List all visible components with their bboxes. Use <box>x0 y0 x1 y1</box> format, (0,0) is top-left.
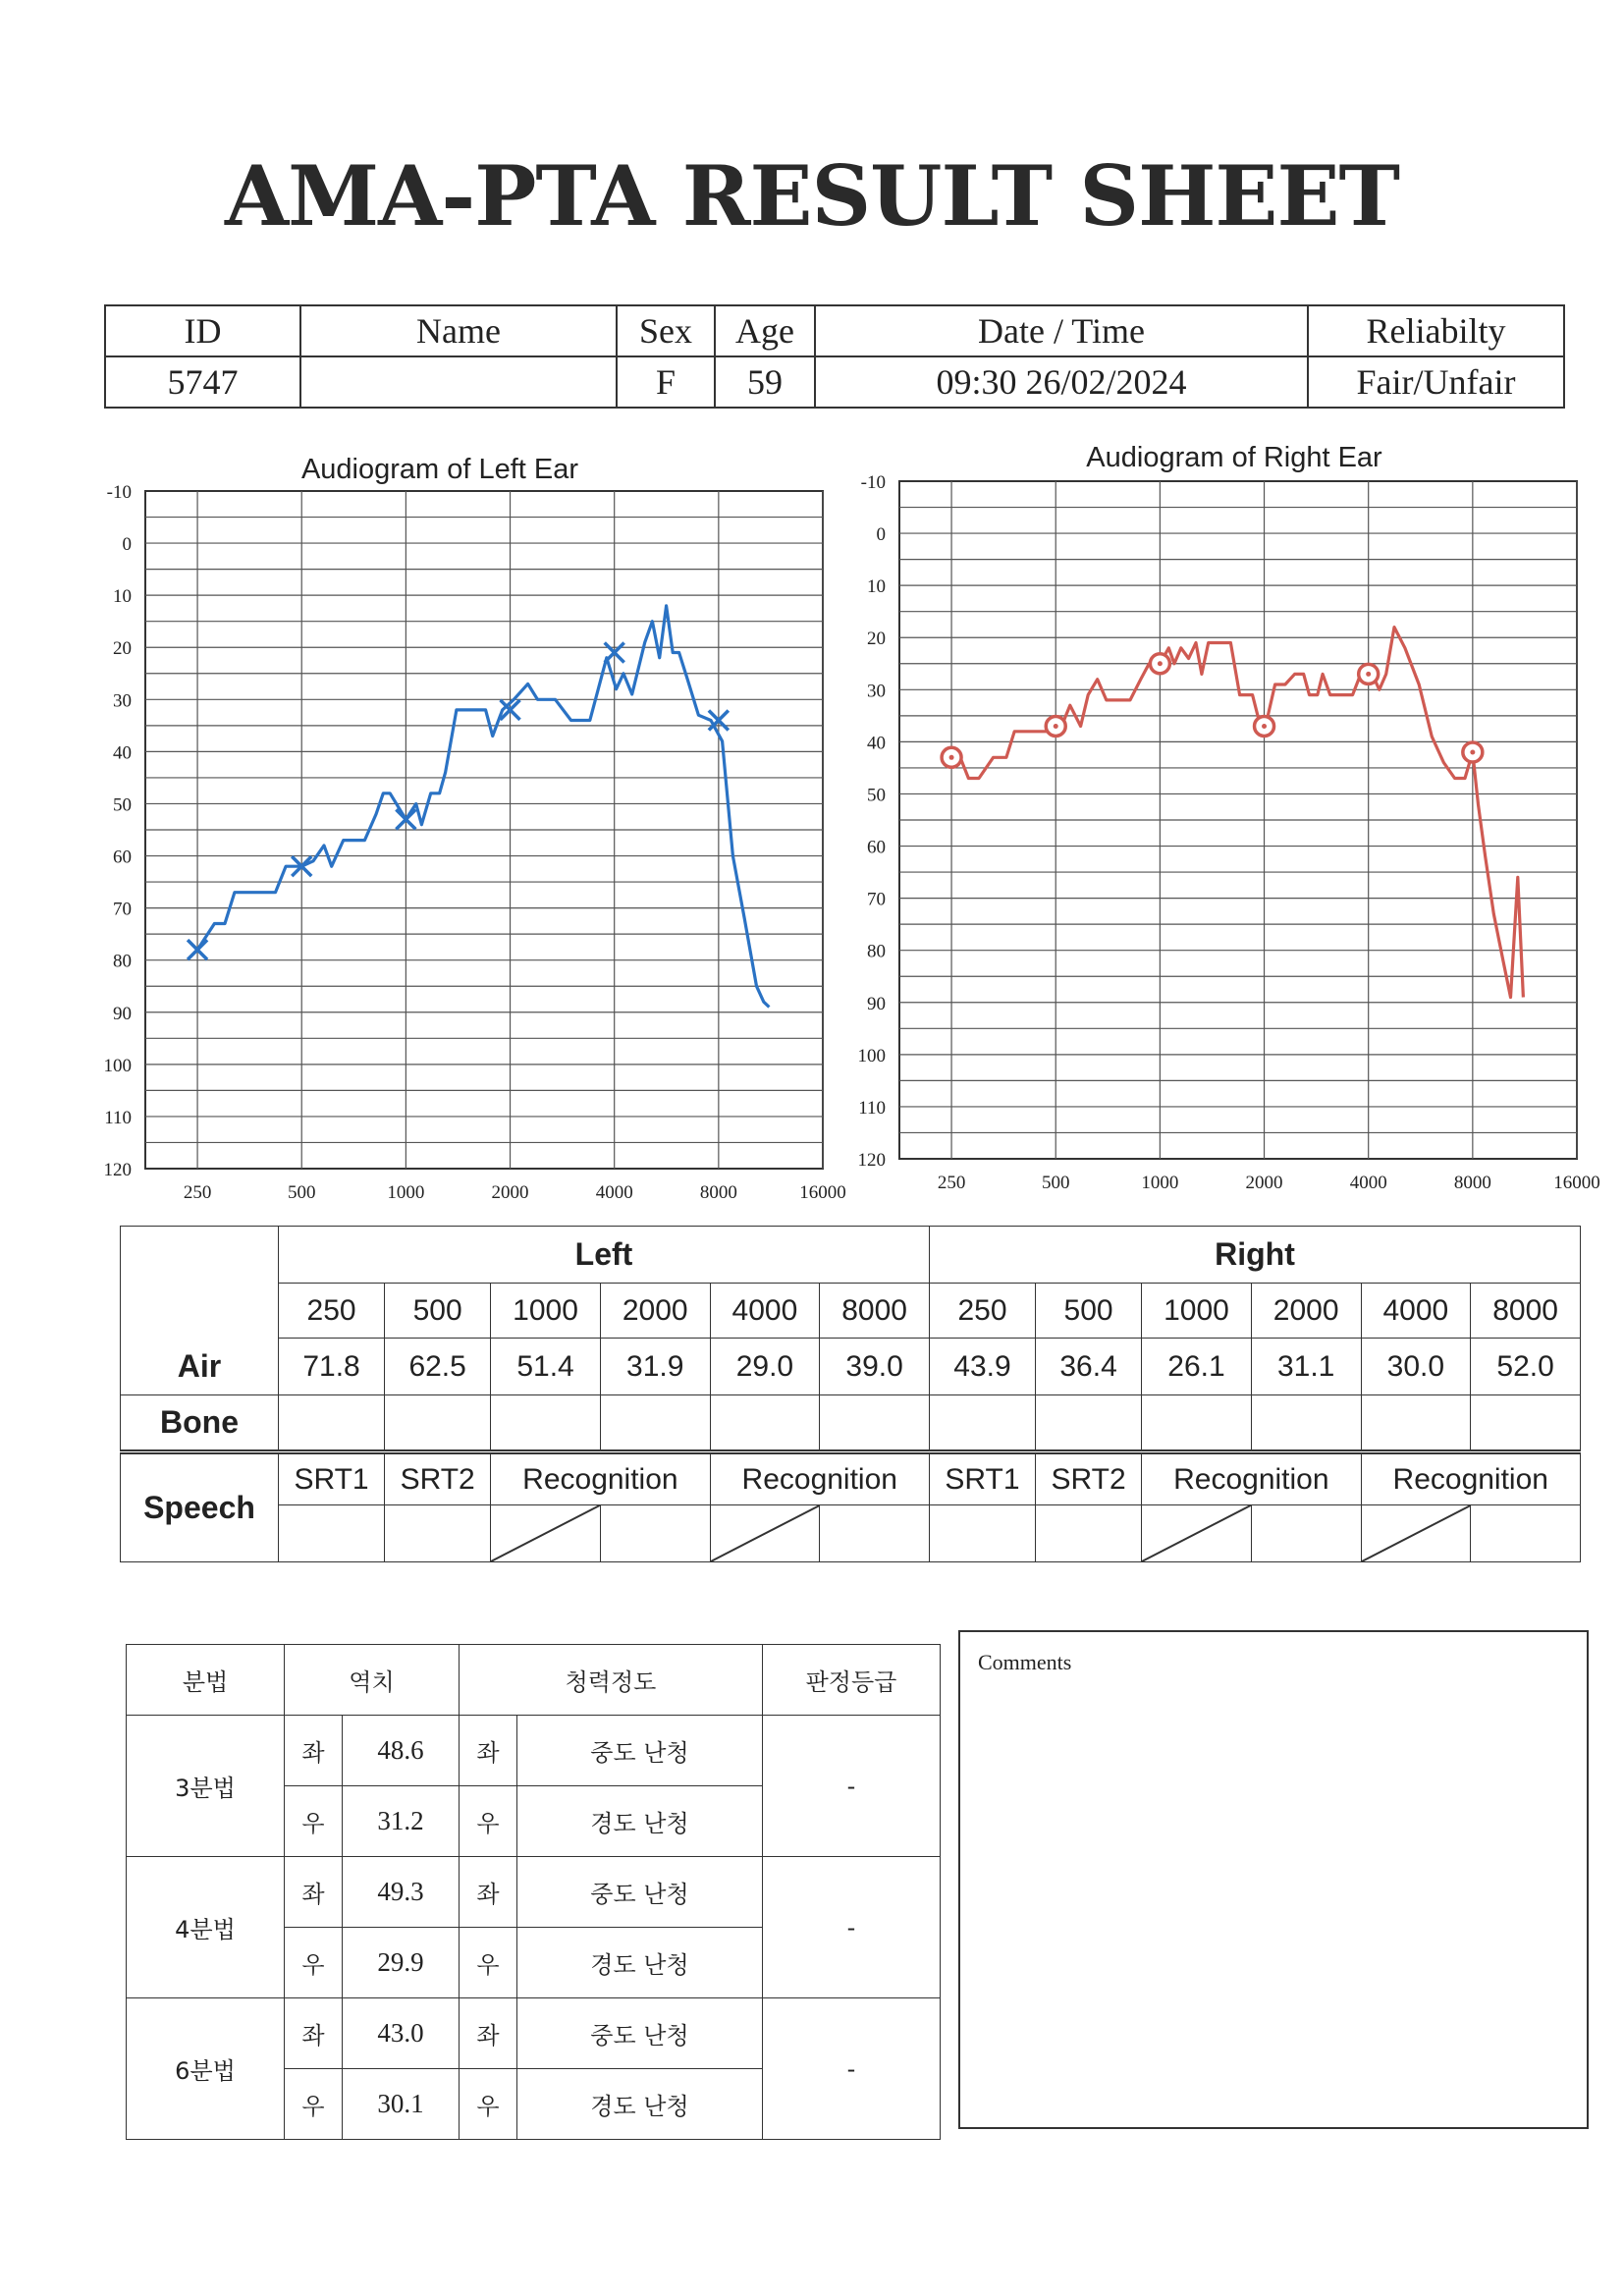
bone-cell <box>1036 1395 1142 1452</box>
bone-cell <box>600 1395 710 1452</box>
x-tick-label: 16000 <box>1553 1173 1600 1193</box>
page-title: AMA-PTA RESULT SHEET <box>225 147 1399 245</box>
name-value <box>300 356 617 408</box>
freq-cell: 8000 <box>1471 1284 1581 1339</box>
y-tick-label: 20 <box>113 638 132 660</box>
left-ear-audiogram <box>88 481 846 1203</box>
recognition-slash-cell <box>710 1505 820 1562</box>
left-air-value: 71.8 <box>279 1339 385 1395</box>
y-tick-label: 0 <box>122 534 132 556</box>
side-label: 좌 <box>285 1998 343 2069</box>
id-value: 5747 <box>105 356 300 408</box>
degree-value: 경도 난청 <box>516 1786 762 1857</box>
datetime-value: 09:30 26/02/2024 <box>815 356 1308 408</box>
series-line <box>197 606 769 1008</box>
left-chart-title: Audiogram of Left Ear <box>300 454 579 485</box>
o-marker <box>1150 654 1169 674</box>
x-tick-label: 1000 <box>1141 1173 1179 1193</box>
comments-label: Comments <box>978 1650 1072 1674</box>
x-tick-label: 4000 <box>1349 1173 1387 1193</box>
side-label: 우 <box>459 2069 516 2140</box>
freq-cell: 8000 <box>820 1284 930 1339</box>
side-label: 좌 <box>285 1857 343 1928</box>
o-marker-dot <box>1262 724 1267 729</box>
freq-cell: 4000 <box>1361 1284 1471 1339</box>
degree-value: 중도 난청 <box>516 1716 762 1786</box>
y-tick-label: 40 <box>867 733 886 754</box>
bone-cell <box>385 1395 491 1452</box>
grade-value: - <box>763 1998 941 2140</box>
side-label: 우 <box>285 2069 343 2140</box>
id-header: ID <box>105 305 300 356</box>
left-air-value: 39.0 <box>820 1339 930 1395</box>
speech-cell <box>1251 1505 1361 1562</box>
y-tick-label: 90 <box>113 1003 132 1024</box>
o-marker <box>1046 716 1065 736</box>
srt1-header: SRT1 <box>279 1452 385 1505</box>
method-6: 6분법 <box>127 1998 285 2140</box>
degree-value: 중도 난청 <box>516 1857 762 1928</box>
x-tick-label: 16000 <box>799 1182 846 1203</box>
side-label: 좌 <box>459 1857 516 1928</box>
freq-cell: 500 <box>1036 1284 1142 1339</box>
threshold-value: 30.1 <box>343 2069 460 2140</box>
threshold-value: 29.9 <box>343 1928 460 1998</box>
threshold-value: 43.0 <box>343 1998 460 2069</box>
comments-box <box>958 1630 1589 2129</box>
grade-header: 판정등급 <box>763 1645 941 1716</box>
o-marker-dot <box>1158 661 1163 666</box>
side-label: 우 <box>459 1786 516 1857</box>
recognition-slash-cell <box>1361 1505 1471 1562</box>
right-ear-audiogram <box>842 471 1600 1193</box>
srt2-header: SRT2 <box>1036 1452 1142 1505</box>
speech-cell <box>929 1505 1035 1562</box>
bone-label: Bone <box>121 1395 279 1452</box>
speech-cell <box>1471 1505 1581 1562</box>
side-label: 좌 <box>459 1998 516 2069</box>
y-tick-label: 40 <box>113 742 132 764</box>
bone-cell <box>1471 1395 1581 1452</box>
corner-cell <box>121 1227 279 1339</box>
y-tick-label: 10 <box>867 576 886 598</box>
x-tick-label: 500 <box>1041 1173 1070 1193</box>
o-marker-dot <box>1470 750 1475 755</box>
side-label: 우 <box>285 1786 343 1857</box>
side-label: 좌 <box>285 1716 343 1786</box>
results-table <box>120 1226 1581 1562</box>
bone-cell <box>1361 1395 1471 1452</box>
age-header: Age <box>715 305 815 356</box>
recognition-header: Recognition <box>710 1452 929 1505</box>
o-marker <box>1255 716 1274 736</box>
y-tick-label: 10 <box>113 586 132 608</box>
bone-cell <box>279 1395 385 1452</box>
recognition-header: Recognition <box>1361 1452 1581 1505</box>
bone-cell <box>1251 1395 1361 1452</box>
right-air-value: 36.4 <box>1036 1339 1142 1395</box>
y-tick-label: 50 <box>113 794 132 816</box>
bone-cell <box>710 1395 820 1452</box>
name-header: Name <box>300 305 617 356</box>
freq-cell: 1000 <box>491 1284 601 1339</box>
left-air-value: 62.5 <box>385 1339 491 1395</box>
x-tick-label: 250 <box>183 1182 212 1203</box>
o-marker-dot <box>1054 724 1058 729</box>
side-label: 우 <box>459 1928 516 1998</box>
y-tick-label: 50 <box>867 785 886 806</box>
speech-cell <box>385 1505 491 1562</box>
recognition-slash-cell <box>1142 1505 1252 1562</box>
bone-cell <box>491 1395 601 1452</box>
sex-value: F <box>617 356 715 408</box>
o-marker <box>942 747 961 767</box>
speech-label: Speech <box>121 1452 279 1562</box>
right-header: Right <box>929 1227 1580 1284</box>
degree-value: 경도 난청 <box>516 1928 762 1998</box>
freq-cell: 1000 <box>1142 1284 1252 1339</box>
sex-header: Sex <box>617 305 715 356</box>
threshold-value: 31.2 <box>343 1786 460 1857</box>
left-air-value: 29.0 <box>710 1339 820 1395</box>
srt1-header: SRT1 <box>929 1452 1035 1505</box>
o-marker-dot <box>949 755 954 760</box>
srt2-header: SRT2 <box>385 1452 491 1505</box>
x-tick-label: 2000 <box>491 1182 529 1203</box>
grade-value: - <box>763 1716 941 1857</box>
freq-cell: 500 <box>385 1284 491 1339</box>
freq-cell: 4000 <box>710 1284 820 1339</box>
x-tick-label: 8000 <box>1453 1173 1491 1193</box>
speech-cell <box>820 1505 930 1562</box>
y-tick-label: 60 <box>113 847 132 868</box>
grade-value: - <box>763 1857 941 1998</box>
y-tick-label: 110 <box>858 1097 886 1119</box>
speech-cell <box>279 1505 385 1562</box>
speech-cell <box>1036 1505 1142 1562</box>
x-tick-label: 8000 <box>699 1182 737 1203</box>
x-tick-label: 250 <box>937 1173 966 1193</box>
y-tick-label: 0 <box>876 524 886 546</box>
y-tick-label: 100 <box>103 1055 132 1076</box>
right-air-value: 31.1 <box>1251 1339 1361 1395</box>
o-marker <box>1463 742 1483 762</box>
left-air-value: 31.9 <box>600 1339 710 1395</box>
method-3: 3분법 <box>127 1716 285 1857</box>
left-air-value: 51.4 <box>491 1339 601 1395</box>
side-label: 우 <box>285 1928 343 1998</box>
bone-cell <box>929 1395 1035 1452</box>
right-chart-title: Audiogram of Right Ear <box>1086 442 1382 473</box>
right-air-value: 43.9 <box>929 1339 1035 1395</box>
threshold-value: 48.6 <box>343 1716 460 1786</box>
o-marker <box>1359 664 1379 683</box>
method-4: 4분법 <box>127 1857 285 1998</box>
y-tick-label: 30 <box>867 681 886 702</box>
degree-value: 경도 난청 <box>516 2069 762 2140</box>
left-header: Left <box>279 1227 930 1284</box>
right-air-value: 30.0 <box>1361 1339 1471 1395</box>
reliability-header: Reliabilty <box>1308 305 1564 356</box>
y-tick-label: -10 <box>106 482 132 503</box>
datetime-header: Date / Time <box>815 305 1308 356</box>
freq-cell: 250 <box>929 1284 1035 1339</box>
freq-cell: 2000 <box>600 1284 710 1339</box>
y-tick-label: 20 <box>867 629 886 650</box>
o-marker-dot <box>1366 672 1371 677</box>
bone-cell <box>1142 1395 1252 1452</box>
y-tick-label: 120 <box>857 1150 886 1171</box>
speech-cell <box>600 1505 710 1562</box>
air-label: Air <box>121 1339 279 1395</box>
recognition-header: Recognition <box>491 1452 710 1505</box>
right-air-value: 26.1 <box>1142 1339 1252 1395</box>
y-tick-label: 80 <box>867 941 886 962</box>
y-tick-label: -10 <box>860 472 886 493</box>
x-tick-label: 1000 <box>387 1182 425 1203</box>
threshold-value: 49.3 <box>343 1857 460 1928</box>
y-tick-label: 100 <box>857 1045 886 1066</box>
classification-table <box>126 1644 941 2140</box>
recognition-slash-cell <box>491 1505 601 1562</box>
freq-cell: 2000 <box>1251 1284 1361 1339</box>
threshold-header: 역치 <box>285 1645 460 1716</box>
freq-cell: 250 <box>279 1284 385 1339</box>
patient-info-table <box>104 304 1565 409</box>
right-air-value: 52.0 <box>1471 1339 1581 1395</box>
x-tick-label: 2000 <box>1245 1173 1283 1193</box>
series-line <box>951 628 1523 998</box>
y-tick-label: 60 <box>867 837 886 858</box>
y-tick-label: 80 <box>113 951 132 972</box>
age-value: 59 <box>715 356 815 408</box>
degree-header: 청력정도 <box>459 1645 762 1716</box>
degree-value: 중도 난청 <box>516 1998 762 2069</box>
bone-cell <box>820 1395 930 1452</box>
method-header: 분법 <box>127 1645 285 1716</box>
x-tick-label: 500 <box>287 1182 316 1203</box>
side-label: 좌 <box>459 1716 516 1786</box>
recognition-header: Recognition <box>1142 1452 1361 1505</box>
y-tick-label: 30 <box>113 690 132 712</box>
x-tick-label: 4000 <box>595 1182 633 1203</box>
y-tick-label: 70 <box>867 889 886 910</box>
y-tick-label: 120 <box>103 1160 132 1180</box>
y-tick-label: 70 <box>113 899 132 920</box>
y-tick-label: 110 <box>104 1107 132 1128</box>
reliability-value: Fair/Unfair <box>1308 356 1564 408</box>
y-tick-label: 90 <box>867 993 886 1014</box>
